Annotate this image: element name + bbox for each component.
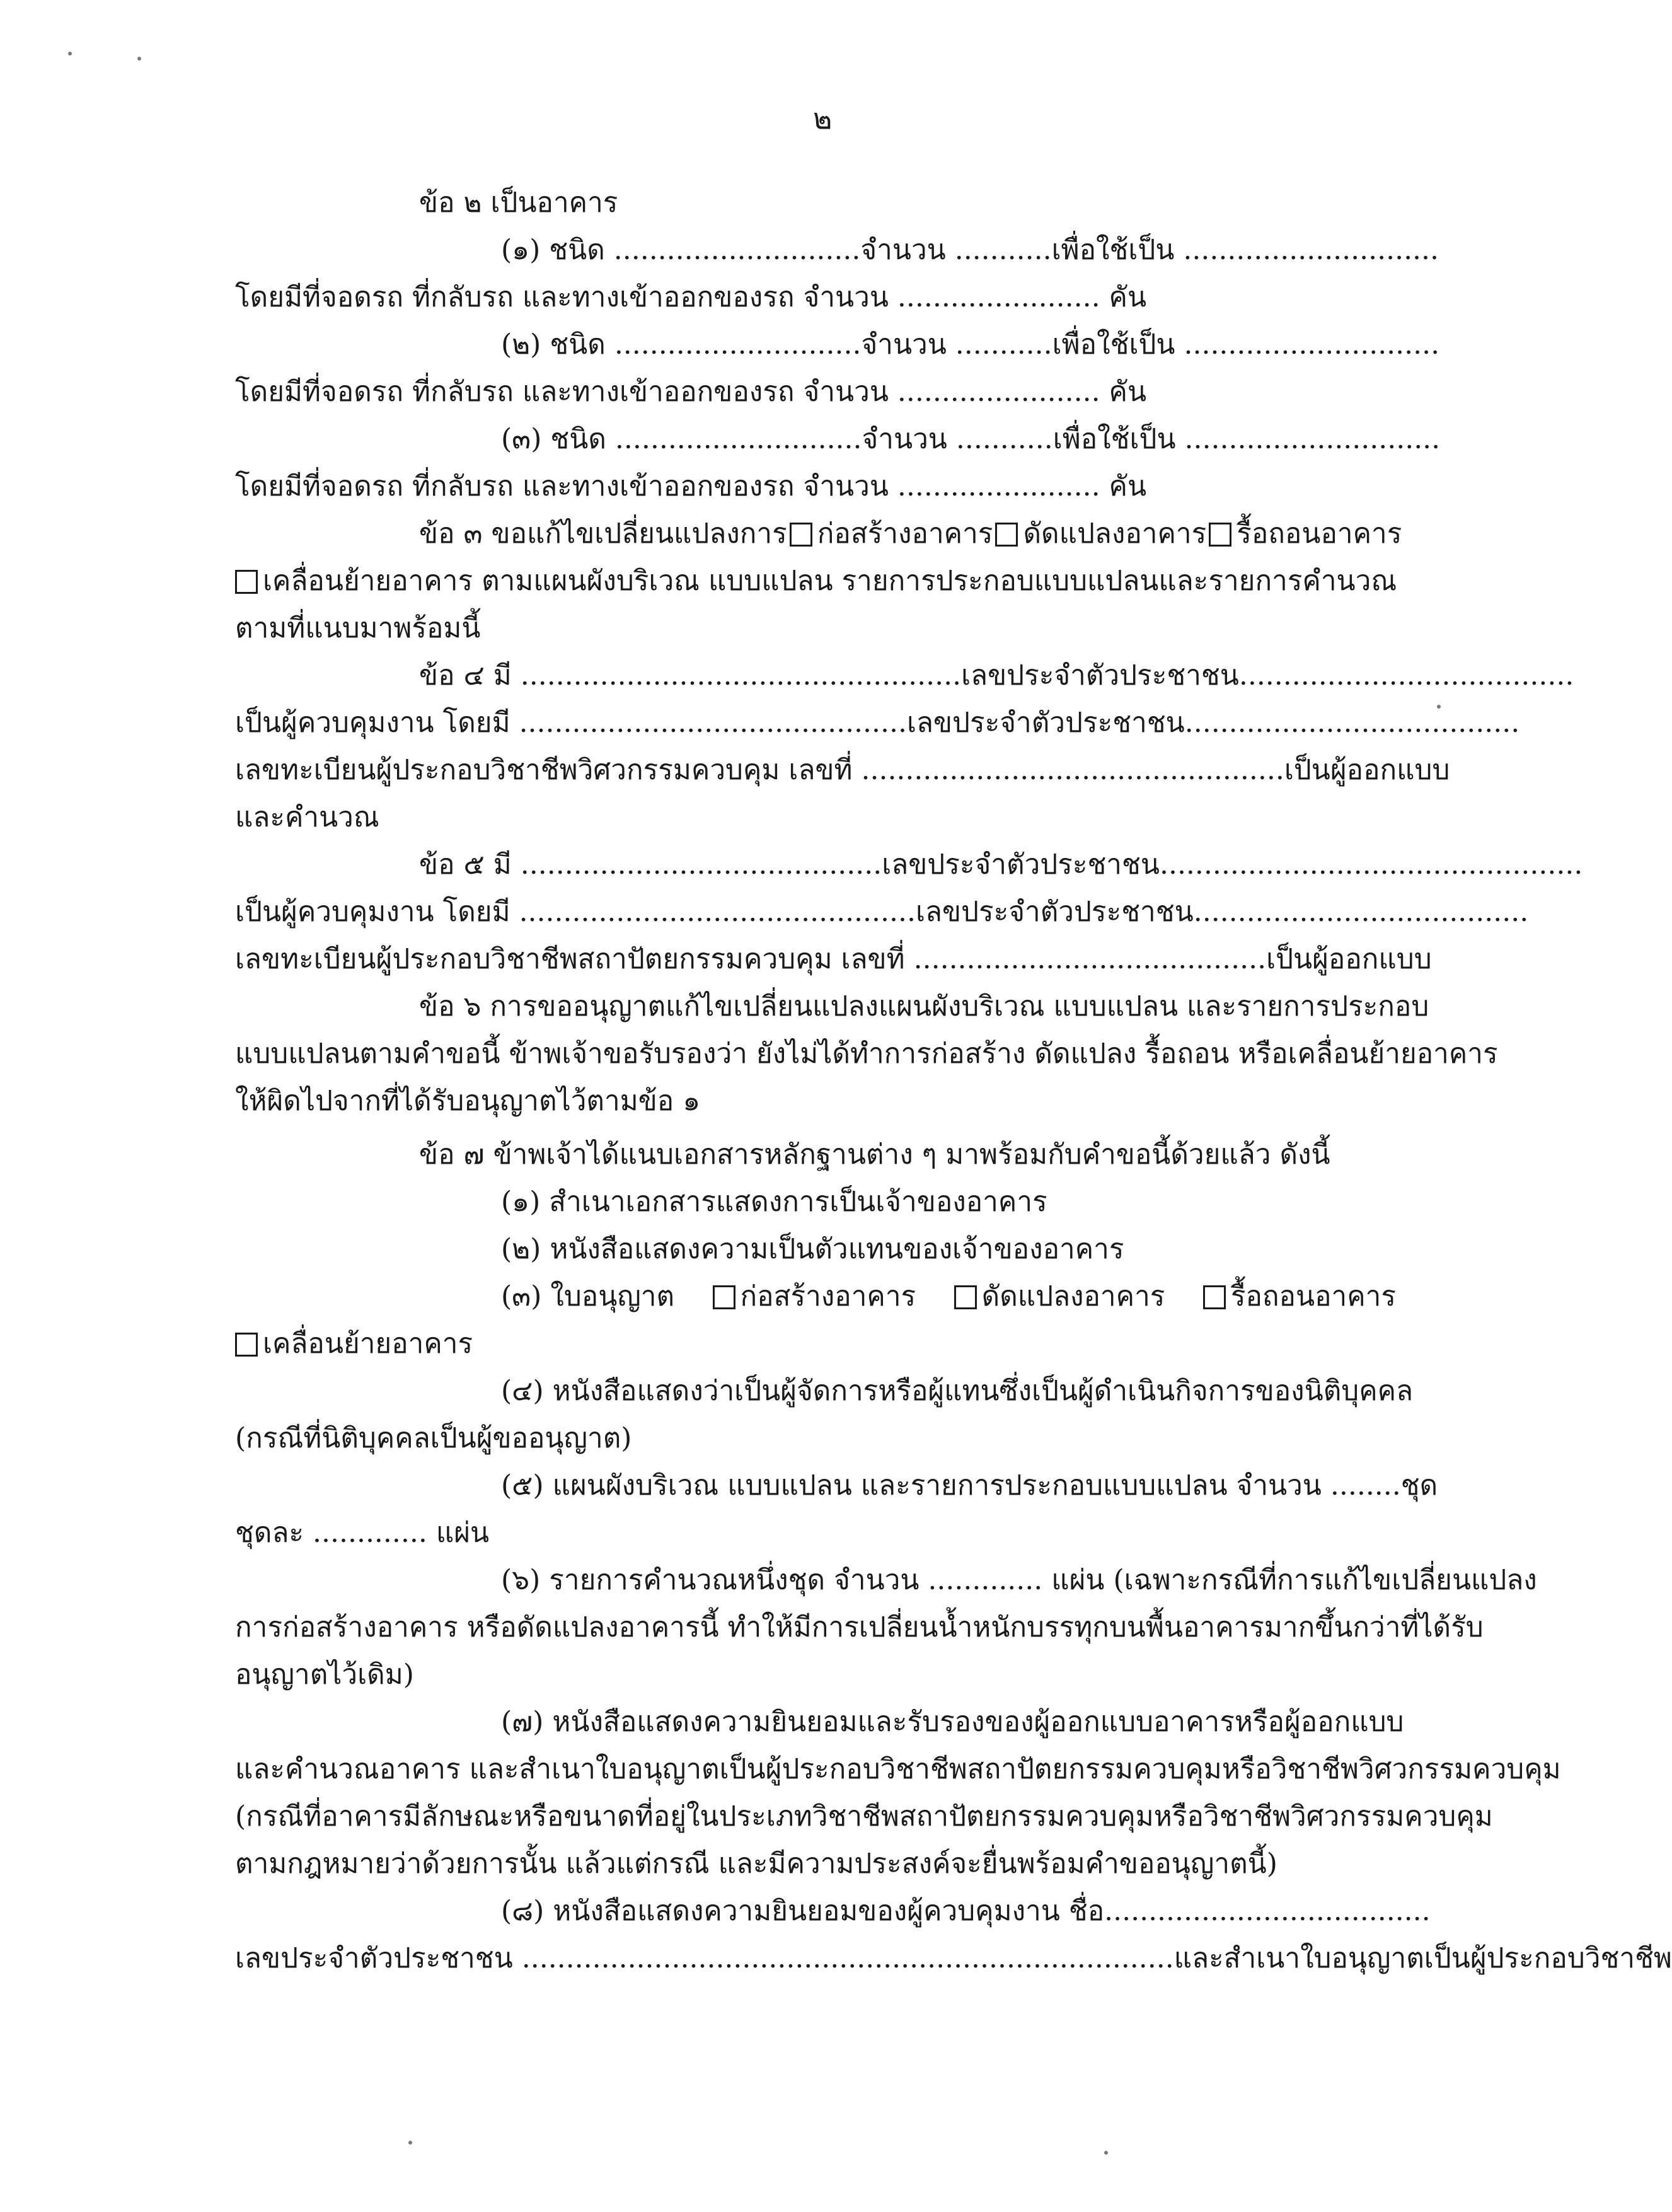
designer-text: เป็นผู้ออกแบบ (1284, 754, 1450, 786)
clause-2-item-2-parking: โดยมีที่จอดรถ ที่กลับรถ และทางเข้าออกของรถ จำนวน ....................... คัน (235, 376, 1147, 408)
clause-7-item-3 (501, 1278, 1396, 1316)
clause-7-item-7-line-2: และคำนวณอาคาร และสำเนาใบอนุญาตเป็นผู้ประกอบวิชาชีพสถาปัตยกรรมควบคุมหรือวิชาชีพวิศวกรรมควบคุม (235, 1753, 1561, 1785)
permit-relocate-label: เคลื่อนย้ายอาคาร (263, 1328, 473, 1360)
construct-label: ก่อสร้างอาคาร (817, 518, 993, 550)
item-count-field: จำนวน ........... (861, 328, 1052, 361)
clause-4-designer-field: เป็นผู้ควบคุมงาน โดยมี ............................................เลขประจำตัวประชาชน (235, 707, 1185, 739)
permit-construct-label: ก่อสร้างอาคาร (740, 1280, 916, 1312)
relocate-label: เคลื่อนย้ายอาคาร ตามแผนผังบริเวณ แบบแปลน รายการประกอบแบบแปลนและรายการคำนวณ (263, 565, 1397, 597)
license-copy-text: และสำเนาใบอนุญาตเป็นผู้ประกอบวิชาชีพ (1173, 1942, 1672, 1974)
permit-construct-checkbox[interactable] (713, 1285, 735, 1309)
clause-7-item-7-line-3: (กรณีที่อาคารมีลักษณะหรือขนาดที่อยู่ในประเภทวิชาชีพสถาปัตยกรรมควบคุมหรือวิชาชีพวิศวกรรมควบคุม (235, 1800, 1493, 1833)
clause-7-item-8 (501, 1892, 1431, 1930)
permit-demolish-checkbox[interactable] (1203, 1285, 1226, 1309)
permit-modify-label: ดัดแปลงอาคาร (981, 1280, 1165, 1312)
clause-5-supervisor-field: ข้อ ๕ มี .........................................เลขประจำตัวประชาชน (419, 848, 1160, 881)
clause-7-item-6-line-2: การก่อสร้างอาคาร หรือดัดแปลงอาคารนี้ ทำให้มีการเปลี่ยนน้ำหนักบรรทุกบนพื้นอาคารมากขึ้นกว่าที่ได้รับ (235, 1611, 1484, 1643)
id-number-field: ................................................ (1159, 848, 1583, 881)
scan-speck (137, 57, 141, 61)
demolish-checkbox[interactable] (1209, 523, 1231, 547)
clause-7-item-7: (๗) หนังสือแสดงความยินยอมและรับรองของผู้ออกแบบอาคารหรือผู้ออกแบบ (501, 1706, 1404, 1738)
clause-4-supervisor-field: ข้อ ๔ มี ..................................................เลขประจำตัวประชาชน (419, 659, 1239, 692)
clause-2-item-3 (501, 420, 1441, 458)
clause-4-line-1 (419, 657, 1574, 695)
clause-7-heading: ข้อ ๗ ข้าพเจ้าได้แนบเอกสารหลักฐานต่าง ๆ มาพร้อมกับคำขอนี้ด้วยแล้ว ดังนี้ (419, 1138, 1330, 1171)
id-number-field: ...................................... (1184, 707, 1520, 739)
clause-6-line-1: ข้อ ๖ การขออนุญาตแก้ไขเปลี่ยนแปลงแผนผังบริเวณ แบบแปลน และรายการประกอบ (419, 990, 1429, 1022)
permit-demolish-label: รื้อถอนอาคาร (1230, 1280, 1396, 1312)
clause-7-item-5 (501, 1467, 1438, 1505)
plan-count-field: (๕) แผนผังบริเวณ แบบแปลน และรายการประกอบแบบแปลน จำนวน ........ (501, 1469, 1401, 1502)
clause-3-line-2 (235, 562, 1397, 600)
id-number-field: ...................................... (1193, 896, 1529, 928)
clause-7-item-6: (๖) รายการคำนวณหนึ่งชุด จำนวน ............. แผ่น (เฉพาะกรณีที่การแก้ไขเปลี่ยนแปลง (501, 1564, 1537, 1596)
relocate-checkbox[interactable] (235, 570, 258, 594)
clause-3-lead: ข้อ ๓ ขอแก้ไขเปลี่ยนแปลงการ (419, 518, 787, 550)
clause-4-line-3 (235, 751, 1450, 789)
scan-speck (1104, 2151, 1108, 2155)
clause-6-line-3: ให้ผิดไปจากที่ได้รับอนุญาตไว้ตามข้อ ๑ (235, 1085, 701, 1117)
clause-2-item-2 (501, 326, 1440, 364)
demolish-label: รื้อถอนอาคาร (1237, 518, 1402, 550)
modify-checkbox[interactable] (995, 523, 1018, 547)
scan-speck (408, 2141, 412, 2145)
item-use-field: เพื่อใช้เป็น ............................. (1051, 234, 1439, 266)
designer-text: เป็นผู้ออกแบบ (1266, 943, 1432, 975)
clause-4-line-2 (235, 704, 1520, 742)
item-use-field: เพื่อใช้เป็น ............................. (1052, 328, 1440, 361)
permit-lead: (๓) ใบอนุญาต (501, 1280, 675, 1312)
clause-7-item-1: (๑) สำเนาเอกสารแสดงการเป็นเจ้าของอาคาร (501, 1186, 1047, 1218)
item-use-field: เพื่อใช้เป็น ............................. (1052, 423, 1441, 455)
clause-2-item-1-parking: โดยมีที่จอดรถ ที่กลับรถ และทางเข้าออกของรถ จำนวน ....................... คัน (235, 281, 1147, 313)
clause-7-item-2: (๒) หนังสือแสดงความเป็นตัวแทนของเจ้าของอาคาร (501, 1233, 1124, 1265)
clause-7-item-3-line-2 (235, 1325, 473, 1363)
item-count-field: จำนวน ........... (862, 423, 1053, 455)
clause-5-line-3 (235, 941, 1432, 978)
permit-relocate-checkbox[interactable] (235, 1333, 258, 1357)
id-number-field: เลขประจำตัวประชาชน .......................................................................... (235, 1942, 1174, 1974)
clause-3-line-1 (419, 515, 1402, 553)
clause-6-line-2: แบบแปลนตามคำขอนี้ ข้าพเจ้าขอรับรองว่า ยังไม่ได้ทำการก่อสร้าง ดัดแปลง รื้อถอน หรือเคลื่อนย้ายอาคาร (235, 1038, 1498, 1070)
clause-3-line-3: ตามที่แนบมาพร้อมนี้ (235, 612, 481, 644)
clause-7-item-6-line-3: อนุญาตไว้เดิม) (235, 1659, 414, 1691)
id-number-field: ...................................... (1238, 659, 1574, 692)
clause-7-item-8-line-2 (235, 1940, 1672, 1977)
construct-checkbox[interactable] (790, 523, 812, 547)
supervisor-name-field: ..................................... (1104, 1895, 1431, 1927)
clause-7-item-4-line-2: (กรณีที่นิติบุคคลเป็นผู้ขออนุญาต) (235, 1422, 632, 1454)
item-type-field: (๑) ชนิด ............................ (501, 234, 861, 266)
permit-modify-checkbox[interactable] (954, 1285, 977, 1309)
page-number: ๒ (813, 101, 833, 136)
item-count-field: จำนวน ........... (860, 234, 1052, 266)
clause-5-line-2 (235, 893, 1529, 931)
clause-2-heading: ข้อ ๒ เป็นอาคาร (419, 187, 618, 219)
modify-label: ดัดแปลงอาคาร (1023, 518, 1207, 550)
engineer-license-field: เลขทะเบียนผู้ประกอบวิชาชีพวิศวกรรมควบคุม เลขที่ ................................................ (235, 754, 1284, 786)
clause-7-item-7-line-4: ตามกฎหมายว่าด้วยการนั้น แล้วแต่กรณี และมีความประสงค์จะยื่นพร้อมคำขออนุญาตนี้) (235, 1848, 1277, 1880)
set-unit: ชุด (1400, 1469, 1438, 1502)
scan-speck (68, 52, 72, 55)
clause-5-line-1 (419, 846, 1583, 884)
clause-2-item-3-parking: โดยมีที่จอดรถ ที่กลับรถ และทางเข้าออกของรถ จำนวน ....................... คัน (235, 470, 1147, 502)
architect-license-field: เลขทะเบียนผู้ประกอบวิชาชีพสถาปัตยกรรมควบคุม เลขที่ ........................................ (235, 943, 1267, 975)
clause-2-item-1 (501, 231, 1439, 269)
clause-4-line-4: และคำนวณ (235, 801, 379, 833)
clause-7-item-4: (๔) หนังสือแสดงว่าเป็นผู้จัดการหรือผู้แทนซึ่งเป็นผู้ดำเนินกิจการของนิติบุคคล (501, 1375, 1414, 1407)
item-type-field: (๒) ชนิด ............................ (501, 328, 862, 361)
item-type-field: (๓) ชนิด ............................ (501, 423, 862, 455)
clause-7-item-5-line-2: ชุดละ ............. แผ่น (235, 1517, 490, 1549)
clause-5-designer-field: เป็นผู้ควบคุมงาน โดยมี .............................................เลขประจำตัวประชาชน (235, 896, 1194, 928)
supervisor-consent-label: (๘) หนังสือแสดงความยินยอมของผู้ควบคุมงาน ชื่อ (501, 1895, 1105, 1927)
